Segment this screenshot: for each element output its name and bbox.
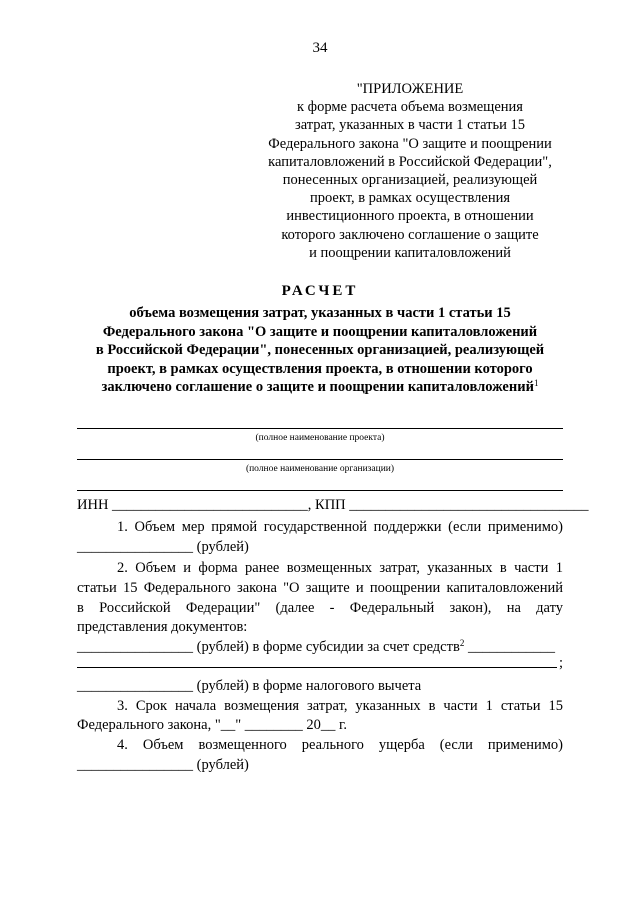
semicolon: ;	[558, 655, 563, 671]
document-title: РАСЧЕТ	[281, 283, 359, 299]
project-name-caption: (полное наименование проекта)	[255, 433, 385, 443]
subtitle-line: заключено соглашение о защите и поощрении капиталовложений	[101, 379, 534, 396]
organization-name-caption: (полное наименование организации)	[245, 464, 395, 474]
subsidy-text: ________________ (рублей) в форме субсидии за счет средств	[77, 639, 460, 655]
page-number: 34	[312, 40, 328, 56]
appendix-line: понесенных организацией, реализующей	[282, 172, 538, 189]
item-3-text: 3. Срок начала возмещения затрат, указанных в части 1 статьи 15	[117, 698, 563, 714]
appendix-line: капиталовложений в Российской Федерации",	[268, 153, 552, 170]
footnote-mark: 1	[533, 378, 539, 389]
item-4-text: 4. Объем возмещенного реального ущерба (если применимо)	[117, 737, 563, 753]
item-4-amount: ________________ (рублей)	[77, 757, 249, 773]
item-1-amount: ________________ (рублей)	[77, 539, 249, 555]
appendix-line: и поощрении капиталовложений	[309, 244, 511, 261]
separator-line	[77, 490, 563, 491]
document-subtitle	[60, 304, 580, 397]
appendix-line: которого заключено соглашение о защите	[281, 226, 539, 243]
item-3-date: Федерального закона, "__" ________ 20__ г.	[77, 717, 347, 733]
item-2-text: в Российской Федерации" (далее - Федеральный закон), на дату	[77, 600, 563, 616]
subsidy-blank: ____________	[464, 639, 555, 655]
appendix-header	[240, 80, 580, 262]
item-2-text: представления документов:	[77, 619, 248, 635]
appendix-line: проект, в рамках осуществления	[309, 190, 511, 207]
subtitle-line-last	[60, 378, 580, 397]
item-2-text: статьи 15 Федерального закона "О защите и поощрении капиталовложений	[77, 580, 563, 596]
subtitle-line: объема возмещения затрат, указанных в части 1 статьи 15	[129, 305, 511, 321]
appendix-line: к форме расчета объема возмещения	[297, 99, 523, 116]
subtitle-line: в Российской Федерации", понесенных организацией, реализующей	[95, 342, 545, 359]
organization-name-line	[77, 459, 563, 460]
item-2-tax-line: ________________ (рублей) в форме налогового вычета	[77, 678, 422, 694]
footnote-mark: 2	[459, 638, 465, 648]
appendix-line: затрат, указанных в части 1 статьи 15	[295, 117, 525, 134]
appendix-line: инвестиционного проекта, в отношении	[286, 208, 534, 225]
appendix-line: Федерального закона "О защите и поощрении	[268, 135, 552, 152]
item-1-text: 1. Объем мер прямой государственной поддержки (если применимо)	[117, 519, 563, 535]
subtitle-line: проект, в рамках осуществления проекта, в отношении которого	[107, 360, 533, 377]
inn-kpp-line: ИНН ___________________________, КПП _________________________________	[77, 497, 589, 513]
subtitle-line: Федерального закона "О защите и поощрении капиталовложений	[102, 323, 538, 340]
appendix-line: "ПРИЛОЖЕНИЕ	[356, 81, 464, 97]
item-2-text: 2. Объем и форма ранее возмещенных затрат, указанных в части 1	[117, 560, 563, 576]
project-name-line	[77, 428, 563, 429]
